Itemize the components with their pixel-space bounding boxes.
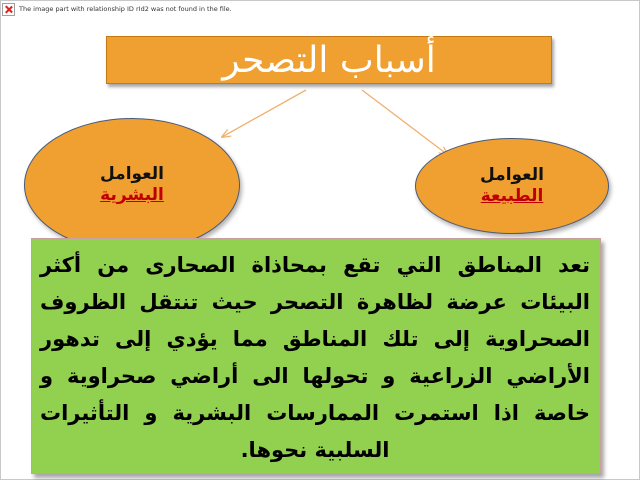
natural-factors-ellipse [415,138,609,234]
description-box [31,238,601,474]
broken-image-icon [2,3,15,16]
natural-factors-link[interactable]: الطبيعة [480,186,544,206]
broken-image-notice [2,2,232,16]
human-factors-ellipse [24,118,240,252]
description-text: تعد المناطق التي تقع بمحاذاة الصحارى من أكثر البيئات عرضة لظاهرة التصحر حيث تنتقل الظروف الصحراوية إلى تلك المناطق مما يؤدي إلى تدهور الأراضي الزراعية و تحولها الى أراضي صحراوية و خاصة اذا استمرت الممارسات البشرية و التأثيرات السلبية نحوها. [40,253,590,462]
page-title: أسباب التصحر [222,40,436,81]
natural-factors-label: العوامل [480,164,544,185]
human-factors-label: العوامل [100,163,164,184]
human-factors-link[interactable]: البشرية [100,185,164,205]
title-box [106,36,552,84]
broken-image-message: The image part with relationship ID rId2 was not found in the file. [19,5,232,13]
